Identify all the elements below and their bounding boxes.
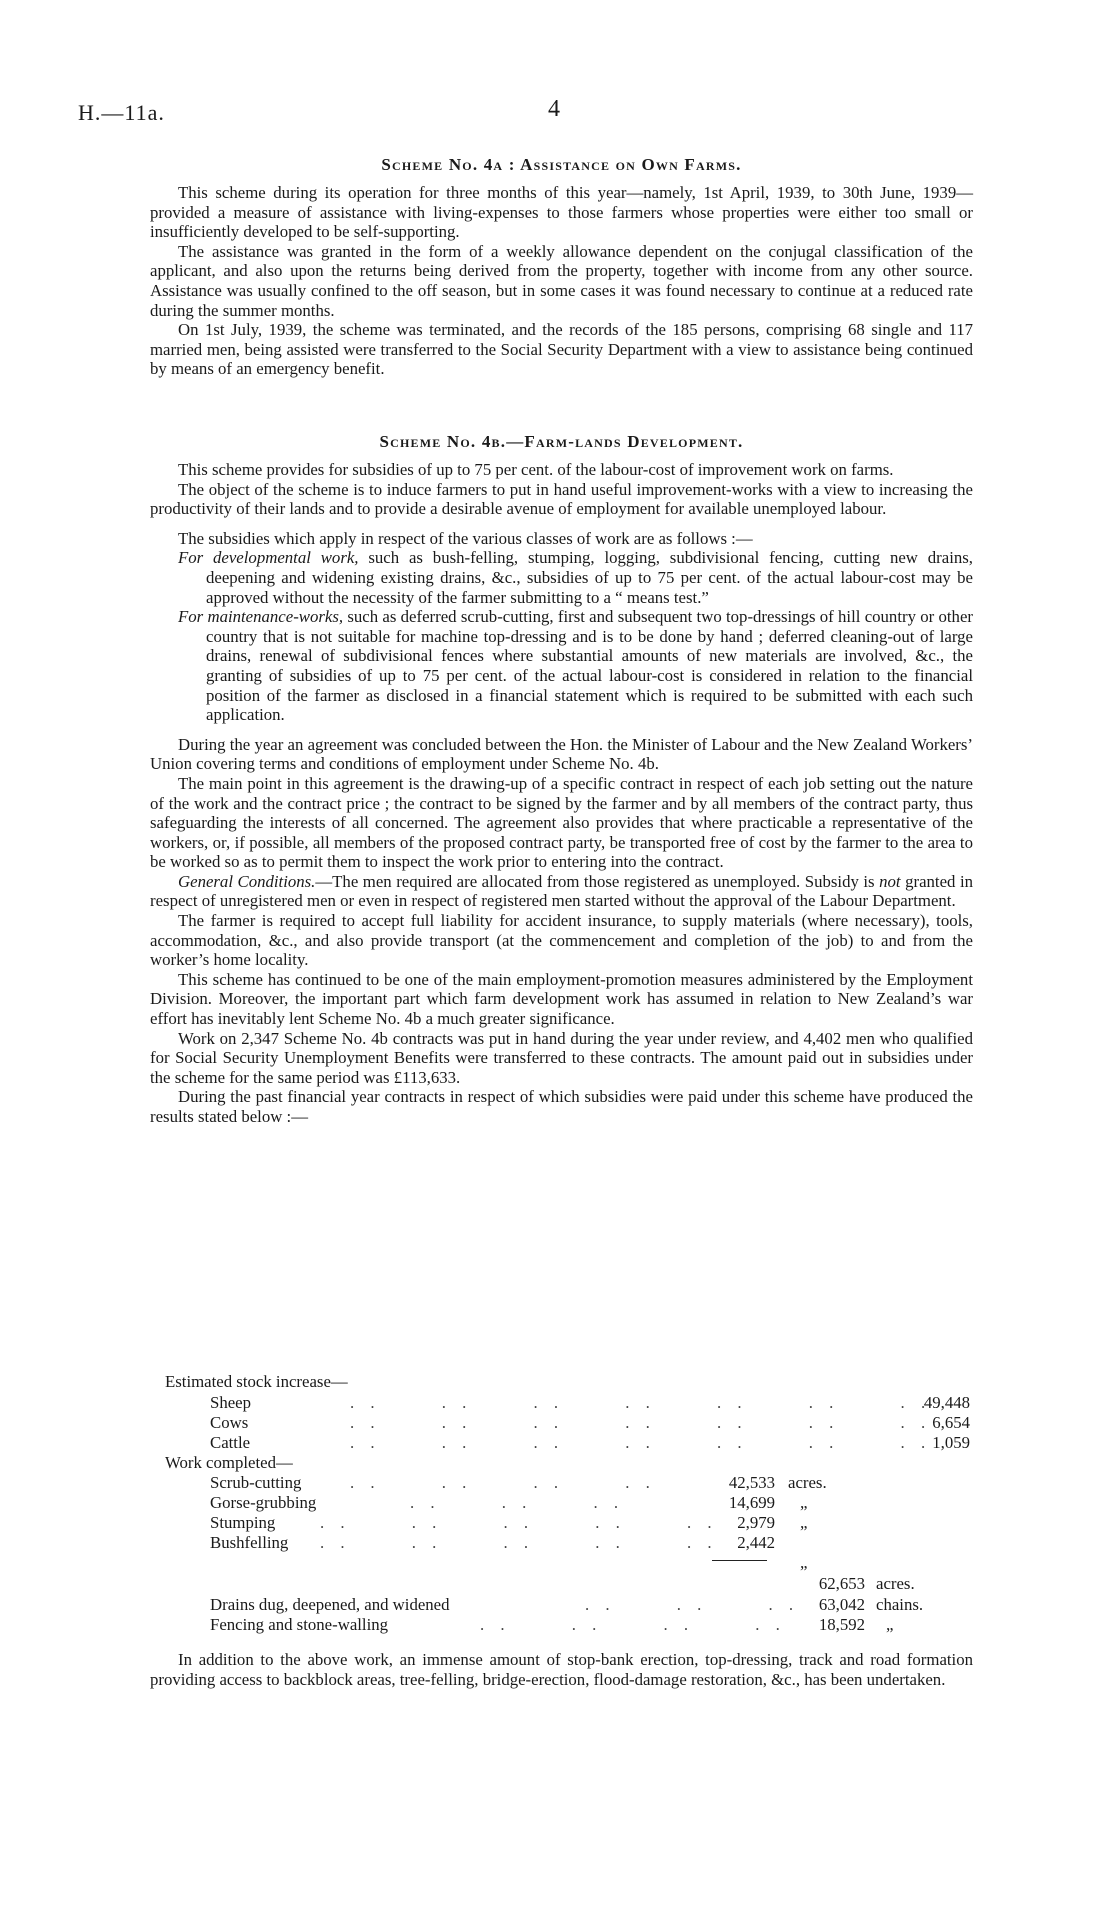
work-total-value: 62,653 bbox=[818, 1574, 865, 1593]
work-value: 2,979 bbox=[737, 1513, 775, 1532]
closing-paragraph: The farmer is required to accept full liability for accident insurance, to supply materials (where necessary), tools, accommodation, &c., and also provide transport (at the commencement and completion of the job) to and from the worker’s home locality. bbox=[150, 911, 973, 970]
work-label: Scrub-cutting bbox=[210, 1473, 302, 1492]
scheme-4b-paragraph: The object of the scheme is to induce farmers to put in hand useful improvement-works with a view to increasing the productivity of their lands and to provide a desirable avenue of employment for available unemployed labour. bbox=[150, 479, 973, 519]
work-label: Stumping bbox=[210, 1513, 276, 1532]
work-value: 2,442 bbox=[737, 1533, 775, 1552]
page-number: 4 bbox=[548, 96, 560, 122]
other-value: 63,042 bbox=[818, 1595, 865, 1614]
other-label: Drains dug, deepened, and widened bbox=[210, 1595, 450, 1614]
series-code: H.—11a. bbox=[78, 100, 165, 125]
scheme-4b-paragraph: This scheme provides for subsidies of up to 75 per cent. of the labour-cost of improvement work on farms. bbox=[178, 460, 894, 479]
work-total-unit: acres. bbox=[876, 1574, 915, 1593]
maintenance-work-lead: For maintenance-works, bbox=[178, 607, 344, 627]
work-heading: Work completed— bbox=[165, 1453, 293, 1472]
general-conditions-not: not bbox=[879, 871, 901, 891]
general-conditions-text: granted in respect of unregistered men or even in respect of registered men started without the approval of the Labour Department. bbox=[150, 871, 973, 911]
scheme-4a-title: Scheme No. 4a : Assistance on Own Farms. bbox=[381, 155, 742, 174]
work-unit: „ bbox=[800, 1553, 808, 1572]
agreement-paragraph: The main point in this agreement is the drawing-up of a specific contract in respect of each job setting out the nature of the work and the contract price ; the contract to be signed by the farmer and by all members of the contract party, thus safeguarding the interests of all concerned. The agreement also provides that where practicable a representative of the workers, or, if possible, all members of the proposed contract party, be transported free of cost by the farmer to the area to be worked so as to permit them to inspect the work prior to entering into the contract. bbox=[150, 773, 973, 872]
stock-value: 1,059 bbox=[932, 1433, 970, 1452]
work-unit: acres. bbox=[788, 1473, 827, 1492]
scheme-4b-title: Scheme No. 4b.—Farm-lands Development. bbox=[379, 432, 744, 451]
stock-heading: Estimated stock increase— bbox=[165, 1372, 348, 1391]
work-label: Bushfelling bbox=[210, 1533, 289, 1552]
developmental-work-lead: For developmental work, bbox=[178, 548, 359, 568]
general-conditions-text: —The men required are allocated from those registered as unemployed. Subsidy is bbox=[315, 871, 880, 891]
final-paragraph: In addition to the above work, an immense amount of stop-bank erection, top-dressing, track and road formation providing access to backblock areas, tree-felling, bridge-erection, flood-damage restoration, &c., has been undertaken. bbox=[150, 1650, 973, 1689]
work-unit: „ bbox=[800, 1513, 808, 1532]
work-unit: „ bbox=[800, 1493, 808, 1512]
closing-paragraph: During the past financial year contracts in respect of which subsidies were paid under this scheme have produced the results stated below :— bbox=[150, 1087, 973, 1126]
stock-value: 6,654 bbox=[932, 1413, 970, 1432]
results-table: Estimated stock increase— Sheep . . . . . . . . . . . . . . 49,448 Cows . . . . . . . . . . . . . . 6,654 Cattle . . . . . . . . . . . . . . 1,059 Work completed— Scrub-cutting . . . . . . . . 42,533 acres. Gorse-grubbing . . . . . . 14,699 „ Stumping . . . . . . . . . . 2,979 „ Bushfelling . . . . . . . . . . 2,442 „ 62,653 acres. Drains dug, deepened, and widened . . . . . . 63,042 chains. Fencing and stone-walling . . . . . . . . 18,592 „ bbox=[165, 1372, 970, 1634]
scheme-4a-paragraph: On 1st July, 1939, the scheme was terminated, and the records of the 185 persons, comprising 68 single and 117 married men, being assisted were transferred to the Social Security Department with a view to assistance being continued by means of an emergency benefit. bbox=[150, 320, 973, 379]
closing-paragraph: Work on 2,347 Scheme No. 4b contracts was put in hand during the year under review, and 4,402 men who qualified for Social Security Unemployment Benefits were transferred to these contracts. The amount paid out in subsidies under the scheme for the same period was £113,633. bbox=[150, 1028, 973, 1087]
stock-label: Sheep bbox=[210, 1393, 252, 1412]
final-section bbox=[150, 1650, 973, 1689]
subsidies-intro: The subsidies which apply in respect of the various classes of work are as follows :— bbox=[178, 528, 753, 548]
other-label: Fencing and stone-walling bbox=[210, 1615, 389, 1634]
work-value: 14,699 bbox=[728, 1493, 775, 1512]
developmental-work-text: such as bush-felling, stumping, logging, subdivisional fencing, cutting new drains, deepening and widening existing drains, &c., subsidies of up to 75 per cent. of the actual labour-cost may be approved without the necessity of the farmer submitting to a “ means test.” bbox=[206, 548, 973, 607]
work-label: Gorse-grubbing bbox=[210, 1493, 317, 1512]
stock-label: Cows bbox=[210, 1413, 249, 1432]
closing-paragraph: This scheme has continued to be one of the main employment-promotion measures administered by the Employment Division. Moreover, the important part which farm development work has assumed in relation to New Zealand’s war effort has inevitably lent Scheme No. 4b a much greater significance. bbox=[150, 969, 973, 1029]
maintenance-work-text: such as deferred scrub-cutting, first and subsequent two top-dressings of hill country or other country that is not suitable for machine top-dressing and is to be done by hand ; deferred cleaning-out of large drains, renewal of subdivisional fences where substantial amounts of new materials are involved, &c., the granting of subsidies of up to 75 per cent. of the actual labour-cost is considered in relation to the financial position of the farmer as disclosed in a financial statement which is required to be submitted with each such application. bbox=[206, 607, 973, 725]
general-conditions-lead: General Conditions. bbox=[178, 871, 316, 891]
agreement-paragraph: During the year an agreement was concluded between the Hon. the Minister of Labour and the New Zealand Workers’ Union covering terms and conditions of employment under Scheme No. 4b. bbox=[150, 734, 973, 774]
other-value: 18,592 bbox=[818, 1615, 865, 1634]
work-value: 42,533 bbox=[728, 1473, 775, 1492]
stock-value: 49,448 bbox=[923, 1393, 970, 1412]
scheme-4a-paragraph: This scheme during its operation for three months of this year—namely, 1st April, 1939, to 30th June, 1939—provided a measure of assistance with living-expenses to those farmers whose properties were either too small or insufficiently developed to be self-supporting. bbox=[150, 183, 973, 242]
stock-label: Cattle bbox=[210, 1433, 251, 1452]
scheme-4a-paragraph: The assistance was granted in the form of a weekly allowance dependent on the conjugal classification of the applicant, and also upon the returns being derived from the property, together with income from any other source. Assistance was usually confined to the off season, but in some cases it was found necessary to continue at a reduced rate during the summer months. bbox=[150, 241, 973, 320]
other-unit: chains. bbox=[876, 1595, 924, 1614]
subtotal-rule bbox=[712, 1560, 767, 1561]
other-unit: „ bbox=[886, 1615, 894, 1634]
